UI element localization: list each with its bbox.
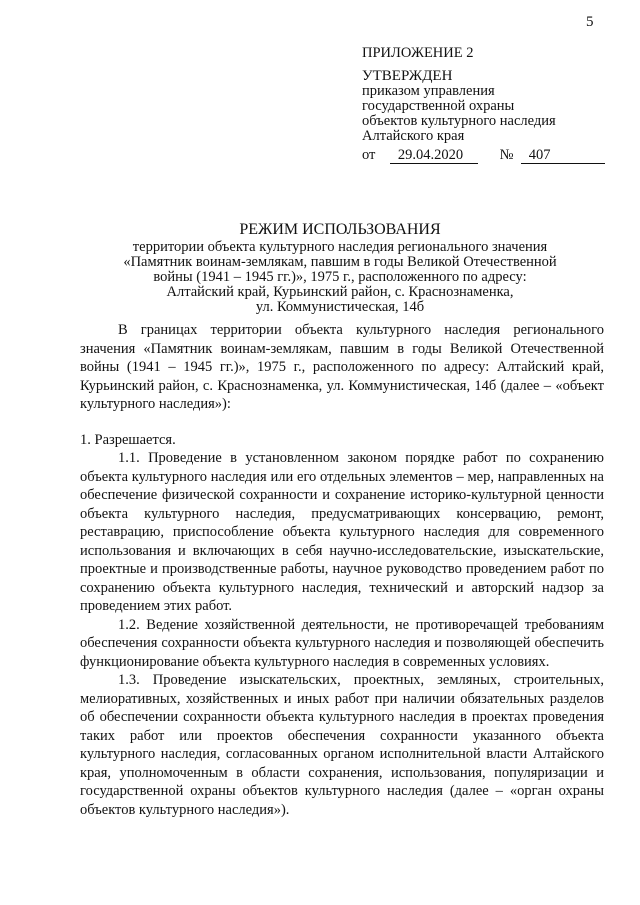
order-date: 29.04.2020 <box>390 148 478 164</box>
approval-block <box>362 46 605 164</box>
intro-paragraph: В границах территории объекта культурного наследия регионального значения «Памятник воинам-землякам, павшим в годы Великой Отечественной войны (1941 – 1945 гг.)», 1975 г., расположенного по адресу: Алтайский край, Курьинский район, с. Краснознаменка, ул. Коммунистическая, 14б (далее – «объект культурного наследия»): <box>80 322 604 412</box>
approval-line: государственной охраны <box>362 98 515 114</box>
title-line: войны (1941 – 1945 гг.)», 1975 г., расположенного по адресу: <box>153 269 527 285</box>
date-prefix: от <box>362 147 376 163</box>
approval-line: Алтайского края <box>362 128 465 144</box>
order-line <box>362 148 605 164</box>
page-number: 5 <box>586 14 594 30</box>
approval-line: объектов культурного наследия <box>362 113 556 129</box>
list-item: 1.2. Ведение хозяйственной деятельности, не противоречащей требованиям обеспечения сохранности объекта культурного наследия и позволяющей обеспечить функционирование объекта культурного наследия в современных условиях. <box>80 616 604 670</box>
number-prefix: № <box>499 147 514 163</box>
section-heading: 1. Разрешается. <box>80 431 176 448</box>
title-line: территории объекта культурного наследия регионального значения <box>132 239 548 255</box>
approved-heading: УТВЕРЖДЕН <box>362 68 453 84</box>
title-main: РЕЖИМ ИСПОЛЬЗОВАНИЯ <box>239 221 441 238</box>
title-line: ул. Коммунистическая, 14б <box>255 299 425 315</box>
document-body <box>80 321 604 819</box>
title-line: Алтайский край, Курьинский район, с. Краснознаменка, <box>166 284 514 300</box>
order-number: 407 <box>521 148 605 164</box>
list-item: 1.3. Проведение изыскательских, проектных, земляных, строительных, мелиоративных, хозяйственных и иных работ при наличии обязательных разделов об обеспечении сохранности объекта культурного наследия в проектах проведения таких работ или проектов обеспечения сохранности указанного объекта культурного наследия, согласованных органом исполнительной власти Алтайского края, уполномоченным в области сохранения, использования, популяризации и государственной охраны объектов культурного наследия (далее – «орган охраны объектов культурного наследия»). <box>80 672 604 818</box>
approval-line: приказом управления <box>362 83 495 99</box>
appendix-title: ПРИЛОЖЕНИЕ 2 <box>362 45 474 61</box>
title-line: «Памятник воинам-землякам, павшим в годы Великой Отечественной <box>123 254 557 270</box>
document-title <box>60 222 620 315</box>
list-item: 1.1. Проведение в установленном законом порядке работ по сохранению объекта культурного наследия или его отдельных элементов – мер, направленных на обеспечение физической сохранности и сохранение историко-культурной ценности объекта культурного наследия, предусматривающих консервацию, ремонт, реставрацию, приспособление объекта культурного наследия для современного использования и включающих в себя научно-исследовательские, изыскательские, проектные и производственные работы, научное руководство проведением работ по сохранению объекта культурного наследия, технический и авторский надзор за проведением этих работ. <box>80 450 604 614</box>
